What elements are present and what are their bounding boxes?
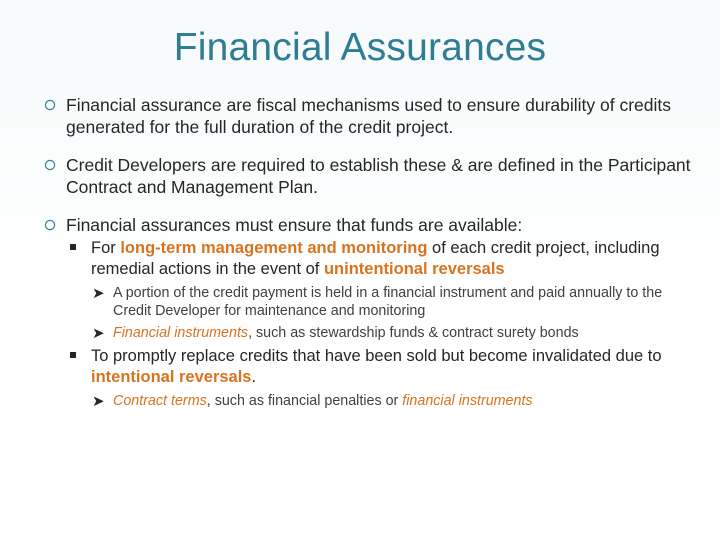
detail-item [44,324,694,342]
detail-text: , such as financial penalties or [206,393,403,409]
detail-text: A portion of the credit payment is held in a financial instrument and paid annually to the Credit Developer for maintenance and monitoring [113,285,663,319]
arrow-bullet-icon: ➤ [92,325,105,342]
arrow-bullet-icon: ➤ [92,393,105,410]
italic-highlight-text: Contract terms [113,393,207,409]
circle-bullet-icon [44,99,58,111]
square-bullet-icon [70,244,76,250]
arrow-bullet-icon: ➤ [92,285,105,302]
bullet-item [44,94,694,138]
highlight-text: long-term management and monitoring [120,239,428,257]
highlight-text: unintentional reversals [323,260,505,278]
highlight-text: intentional reversals [91,368,252,386]
bullet-text: Credit Developers are required to establish these & are defined in the Participant Contract and Management Plan. [66,155,691,197]
sub-bullet-text: of each credit project, including remedial actions in the event of [91,239,660,278]
circle-bullet-icon [44,219,58,231]
detail-item [44,392,694,410]
sub-bullet-text: . [251,368,257,386]
bullet-text: Financial assurance are fiscal mechanisms used to ensure durability of credits generated for the full duration of the credit project. [66,95,672,137]
detail-text: , such as stewardship funds & contract surety bonds [248,325,579,341]
bullet-text: Financial assurances must ensure that funds are available: [66,215,523,235]
sub-bullet-text: To promptly replace credits that have been sold but become invalidated due to [91,347,662,365]
sub-bullet-text: For [91,239,121,257]
italic-highlight-text: Financial instruments [113,325,249,341]
bullet-item [44,154,694,198]
slide-title: Financial Assurances [173,26,547,69]
bullet-item [44,214,694,236]
italic-highlight-text: financial instruments [402,393,533,409]
square-bullet-icon [70,352,76,358]
sub-bullet-item [44,346,694,388]
circle-bullet-icon [44,159,58,171]
sub-bullet-item [44,238,694,280]
detail-item [44,284,694,320]
slide-content [44,94,694,414]
